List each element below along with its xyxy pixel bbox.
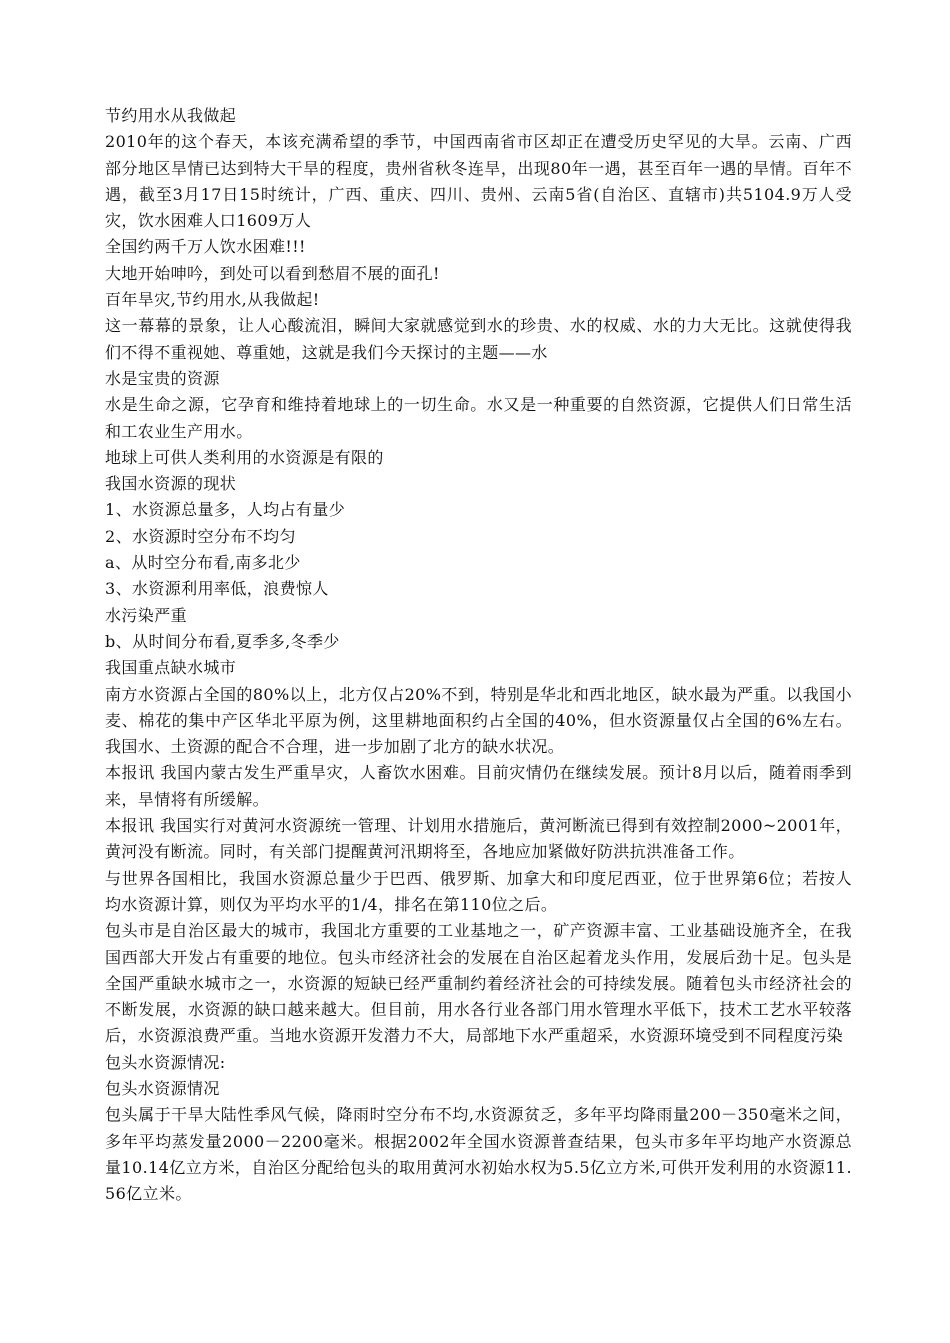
list-item-3: 3、水资源利用率低，浪费惊人 bbox=[105, 579, 329, 599]
document-body bbox=[105, 103, 852, 1207]
paragraph-news-yellow-river: 本报讯 我国实行对黄河水资源统一管理、计划用水措施后，黄河断流已得到有效控制2000~2001年，黄河没有断流。同时，有关部门提醒黄河汛期将至，各地应加紧做好防洪抗洪准备工作。 bbox=[105, 816, 852, 862]
list-item-1: 1、水资源总量多，人均占有量少 bbox=[105, 500, 346, 520]
paragraph-slogan: 百年旱灾,节约用水,从我做起! bbox=[105, 290, 320, 310]
list-item-a: a、从时空分布看,南多北少 bbox=[105, 553, 301, 573]
heading-baotou-water: 包头水资源情况 bbox=[105, 1078, 220, 1098]
paragraph-north-south: 南方水资源占全国的80%以上，北方仅占20%不到，特别是华北和西北地区，缺水最为严重。以我国小麦、棉花的集中产区华北平原为例，这里耕地面积约占全国的40%，但水资源量仅占全国的6%左右。我国水、土资源的配合不合理，进一步加剧了北方的缺水状况。 bbox=[105, 684, 852, 757]
paragraph-drought-intro: 2010年的这个春天，本该充满希望的季节，中国西南省市区却正在遭受历史罕见的大旱。云南、广西部分地区旱情已达到特大干旱的程度，贵州省秋冬连旱，出现80年一遇，甚至百年一遇的旱情。百年不遇，截至3月17日15时统计，广西、重庆、四川、贵州、云南5省(自治区、直辖市)共5104.9万人受灾，饮水困难人口1609万人 bbox=[105, 132, 852, 231]
heading-pollution: 水污染严重 bbox=[105, 605, 188, 625]
heading-baotou-water-colon: 包头水资源情况: bbox=[105, 1052, 226, 1072]
heading-limited-resource: 地球上可供人类利用的水资源是有限的 bbox=[105, 447, 384, 467]
heading-national-status: 我国水资源的现状 bbox=[105, 474, 237, 494]
paragraph-source-of-life: 水是生命之源，它孕育和维持着地球上的一切生命。水又是一种重要的自然资源，它提供人们日常生活和工农业生产用水。 bbox=[105, 395, 852, 441]
paragraph-baotou-climate: 包头属于干旱大陆性季风气候，降雨时空分布不均,水资源贫乏，多年平均降雨量200－350毫米之间，多年平均蒸发量2000－2200毫米。根据2002年全国水资源普查结果，包头市多年平均地产水资源总量10.14亿立方米，自治区分配给包头的取用黄河水初始水权为5.5亿立方米,可供开发利用的水资源11.56亿立米。 bbox=[105, 1105, 852, 1204]
document-title: 节约用水从我做起 bbox=[105, 106, 237, 125]
paragraph-world-comparison: 与世界各国相比，我国水资源总量少于巴西、俄罗斯、加拿大和印度尼西亚，位于世界第6位；若按人均水资源计算，则仅为平均水平的1/4，排名在第110位之后。 bbox=[105, 868, 852, 914]
list-item-2: 2、水资源时空分布不均匀 bbox=[105, 526, 296, 546]
paragraph-theme: 这一幕幕的景象，让人心酸流泪，瞬间大家就感觉到水的珍贵、水的权威、水的力大无比。这就使得我们不得不重视她、尊重她，这就是我们今天探讨的主题——水 bbox=[105, 316, 852, 362]
paragraph-news-mongolia: 本报讯 我国内蒙古发生严重旱灾，人畜饮水困难。目前灾情仍在继续发展。预计8月以后，随着雨季到来，旱情将有所缓解。 bbox=[105, 763, 852, 809]
paragraph-baotou-city: 包头市是自治区最大的城市，我国北方重要的工业基地之一，矿产资源丰富、工业基础设施齐全，在我国西部大开发占有重要的地位。包头市经济社会的发展在自治区起着龙头作用，发展后劲十足。包头是全国严重缺水城市之一，水资源的短缺已经严重制约着经济社会的可持续发展。随着包头市经济社会的不断发展，水资源的缺口越来越大。但目前，用水各行业各部门用水管理水平低下，技术工艺水平较落后，水资源浪费严重。当地水资源开发潜力不大，局部地下水严重超采，水资源环境受到不同程度污染 bbox=[105, 921, 852, 1046]
list-item-b: b、从时间分布看,夏季多,冬季少 bbox=[105, 631, 340, 651]
paragraph-national-shortage: 全国约两千万人饮水困难!!! bbox=[105, 237, 306, 257]
heading-key-cities: 我国重点缺水城市 bbox=[105, 658, 237, 678]
paragraph-earth-groaning: 大地开始呻吟，到处可以看到愁眉不展的面孔! bbox=[105, 263, 440, 283]
heading-precious-resource: 水是宝贵的资源 bbox=[105, 368, 220, 388]
